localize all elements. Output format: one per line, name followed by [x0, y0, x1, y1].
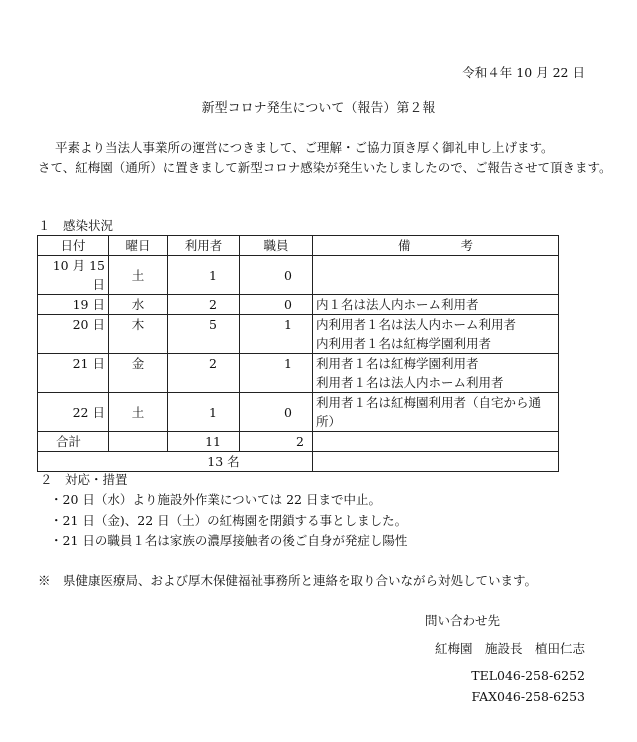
row-date: 22 日 — [38, 393, 109, 432]
document-title: 新型コロナ発生について（報告）第２報 — [201, 101, 436, 116]
table-row — [38, 393, 559, 432]
note-line: 利用者１名は紅梅学園利用者 — [316, 356, 479, 371]
table-row — [38, 295, 559, 315]
row-staff: 1 — [240, 354, 313, 393]
row-users: 2 — [168, 354, 240, 393]
row-notes — [313, 295, 559, 315]
table-header-row — [38, 236, 559, 256]
column-header-notes: 備 考 — [313, 236, 559, 256]
contact-heading: 問い合わせ先 — [425, 613, 501, 628]
section-2-heading: ２ 対応・措置 — [40, 472, 128, 487]
row-staff: 0 — [240, 393, 313, 432]
row-date: 21 日 — [38, 354, 109, 393]
row-notes — [313, 393, 559, 432]
note-line: 利用者１名は法人内ホーム利用者 — [316, 375, 504, 390]
contact-organization: 紅梅園 施設長 植田仁志 — [434, 641, 585, 656]
column-header-date: 日付 — [38, 236, 109, 256]
contact-phone: TEL046-258-6252 — [471, 668, 585, 683]
table-total-row — [38, 432, 559, 452]
note-line: 内１名は法人内ホーム利用者 — [316, 297, 479, 312]
row-users: 2 — [168, 295, 240, 315]
table-grand-total-row — [38, 452, 559, 472]
measure-item: ・21 日（金)、22 日（土）の紅梅園を閉鎖する事としました。 — [50, 513, 408, 528]
document-date: 令和４年 10 月 22 日 — [462, 65, 585, 80]
intro-line-2: さて、紅梅園（通所）に置きまして新型コロナ感染が発生いたしましたので、ご報告させて頂きます。 — [38, 160, 612, 175]
footnote: ※ 県健康医療局、および厚木保健福祉事務所と連絡を取り合いながら対処しています。 — [38, 573, 538, 588]
row-users: 1 — [168, 393, 240, 432]
total-users: 11 — [168, 432, 240, 452]
row-users: 1 — [168, 256, 240, 295]
row-day: 土 — [109, 393, 168, 432]
table-row — [38, 315, 559, 354]
row-date: 10 月 15 日 — [38, 256, 109, 295]
row-day: 金 — [109, 354, 168, 393]
row-date: 19 日 — [38, 295, 109, 315]
contact-fax: FAX046-258-6253 — [471, 689, 585, 704]
column-header-day: 曜日 — [109, 236, 168, 256]
column-header-staff: 職員 — [240, 236, 313, 256]
row-notes — [313, 354, 559, 393]
total-label: 合計 — [38, 432, 109, 452]
note-line: 内利用者１名は紅梅学園利用者 — [316, 336, 492, 351]
total-staff: 2 — [240, 432, 313, 452]
note-line: 利用者１名は紅梅園利用者（自宅から通所） — [316, 395, 542, 429]
table-row — [38, 256, 559, 295]
row-day: 木 — [109, 315, 168, 354]
note-line: 内利用者１名は法人内ホーム利用者 — [316, 317, 517, 332]
row-staff: 0 — [240, 256, 313, 295]
measure-item: ・20 日（水）より施設外作業については 22 日まで中止。 — [50, 492, 381, 507]
intro-line-1: 平素より当法人事業所の運営につきまして、ご理解・ご協力頂き厚く御礼申し上げます。 — [55, 140, 554, 155]
grand-total: 13 名 — [38, 452, 313, 472]
section-1-heading: １ 感染状況 — [38, 218, 114, 233]
row-users: 5 — [168, 315, 240, 354]
row-notes — [313, 256, 559, 295]
measure-item: ・21 日の職員１名は家族の濃厚接触者の後ご自身が発症し陽性 — [50, 533, 408, 548]
row-notes — [313, 315, 559, 354]
row-staff: 1 — [240, 315, 313, 354]
grand-total-notes-empty — [313, 452, 559, 472]
table-row — [38, 354, 559, 393]
column-header-users: 利用者 — [168, 236, 240, 256]
row-date: 20 日 — [38, 315, 109, 354]
row-day: 水 — [109, 295, 168, 315]
row-day: 土 — [109, 256, 168, 295]
total-empty-cell — [109, 432, 168, 452]
infection-table — [37, 235, 559, 472]
total-notes-empty — [313, 432, 559, 452]
row-staff: 0 — [240, 295, 313, 315]
